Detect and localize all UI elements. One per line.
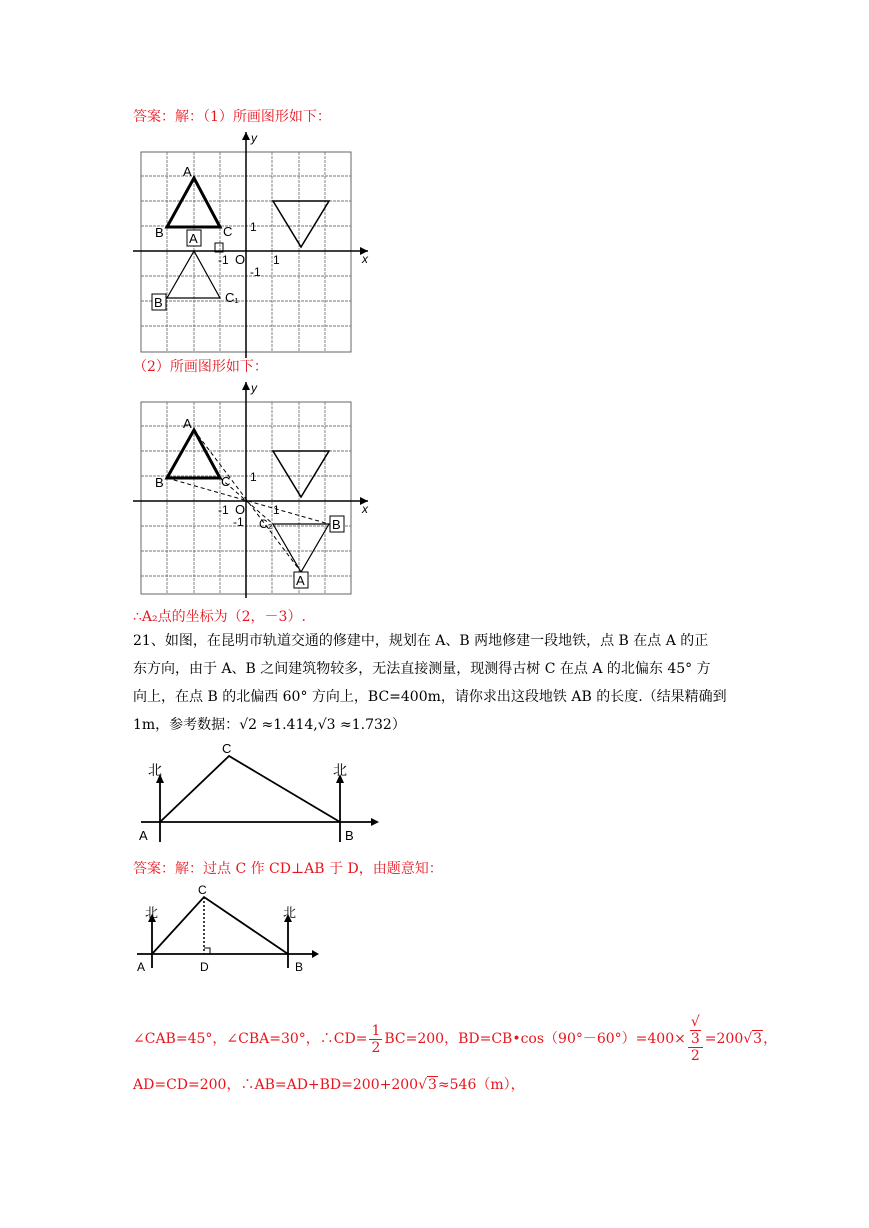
fig2-x-label: x bbox=[362, 502, 368, 516]
figure-3-problem-diagram bbox=[133, 742, 393, 852]
fig2-tick-y-1: 1 bbox=[250, 470, 257, 484]
figure-1-coordinate-grid bbox=[133, 130, 373, 360]
solution-line-1-part-c: =200 bbox=[704, 1031, 744, 1047]
fig2-point-a: A bbox=[183, 416, 192, 431]
question-21-line-4: 1m，参考数据：√2 ≈1.414,√3 ≈1.732） bbox=[133, 717, 406, 733]
fig1-point-c: C bbox=[223, 224, 233, 239]
part-2-heading: （2）所画图形如下： bbox=[133, 359, 268, 375]
fig2-point-b: B bbox=[155, 475, 164, 490]
answer-2-heading: 答案：解：过点 C 作 CD⊥AB 于 D，由题意知： bbox=[133, 861, 443, 877]
fig3-point-a: A bbox=[139, 828, 148, 843]
solution-line-1: ∠CAB=45°，∠CBA=30°，∴CD= $\frac{1}{2}$ BC=200，BD=CB•cos（90°－60°）=400× √ 3 2 =200√3， bbox=[133, 1014, 778, 1064]
answer-1-heading: 答案：解：（1）所画图形如下： bbox=[133, 109, 331, 125]
fig2-point-b2: B bbox=[332, 517, 341, 532]
solution-line-2-part-b: ≈546（m）， bbox=[437, 1077, 525, 1093]
question-21-line-1: 21、如图，在昆明市轨道交通的修建中，规划在 A、B 两地修建一段地铁，点 B 在点 A 的正 bbox=[133, 633, 709, 649]
fig3-point-c: C bbox=[222, 742, 232, 756]
fig3-north-b: 北 bbox=[333, 762, 347, 778]
fig2-point-a2: A bbox=[296, 573, 305, 588]
fig3-north-a: 北 bbox=[148, 762, 162, 778]
fig1-point-b: B bbox=[155, 225, 164, 240]
fig1-y-label: y bbox=[251, 131, 257, 145]
figure-2-coordinate-grid bbox=[133, 380, 373, 600]
fig1-point-c1: C₁ bbox=[225, 290, 239, 305]
fig4-point-a: A bbox=[137, 960, 146, 974]
question-21-line-2: 东方向，由于 A、B 之间建筑物较多，无法直接测量，现测得古树 C 在点 A 的北偏东 45° 方 bbox=[133, 661, 711, 677]
fig2-tick-y-neg1: -1 bbox=[233, 515, 244, 529]
fig1-tick-y-neg1: -1 bbox=[250, 265, 261, 279]
a2-coordinate-answer: ∴A₂点的坐标为（2，－3）. bbox=[133, 609, 306, 625]
fig1-point-a1: A bbox=[189, 231, 198, 246]
question-21-ref-prefix: 1m，参考数据： bbox=[133, 717, 240, 733]
figure-4-solution-diagram bbox=[133, 884, 333, 984]
fig2-y-label: y bbox=[251, 381, 257, 395]
fig1-x-label: x bbox=[362, 252, 368, 266]
fig4-point-b: B bbox=[295, 960, 304, 974]
solution-line-2: AD=CD=200，∴AB=AD+BD=200+200√3≈546（m）， bbox=[133, 1077, 525, 1093]
fig4-point-c: C bbox=[198, 884, 207, 897]
question-21-ref-values: √2 ≈1.414,√3 ≈1.732 bbox=[239, 717, 392, 733]
fig2-tick-x-neg1: -1 bbox=[218, 503, 229, 517]
fig1-tick-x-1: 1 bbox=[273, 253, 280, 267]
solution-line-2-part-a: AD=CD=200，∴AB=AD+BD=200+200 bbox=[133, 1077, 419, 1093]
fig2-tick-x-1: 1 bbox=[273, 503, 280, 517]
fig2-point-c: C bbox=[221, 474, 231, 489]
question-21-line-3: 向上，在点 B 的北偏西 60° 方向上，BC=400m，请你求出这段地铁 AB 的长度.（结果精确到 bbox=[133, 689, 727, 705]
fig3-point-b: B bbox=[345, 828, 354, 843]
solution-line-1-part-a: ∠CAB=45°，∠CBA=30°，∴CD= bbox=[133, 1031, 368, 1047]
fig2-point-c2: C₂ bbox=[259, 517, 273, 531]
fig2-origin: O bbox=[235, 502, 246, 517]
fig4-north-b: 北 bbox=[283, 905, 297, 920]
fig1-origin: O bbox=[235, 252, 246, 267]
fig4-point-d: D bbox=[200, 960, 209, 974]
fig4-north-a: 北 bbox=[145, 905, 159, 920]
fig1-tick-x-neg1: -1 bbox=[218, 253, 229, 267]
solution-line-1-part-b: BC=200，BD=CB•cos（90°－60°）=400× bbox=[384, 1031, 686, 1047]
fig1-point-a: A bbox=[183, 164, 192, 179]
fig1-point-b1: B bbox=[154, 295, 163, 310]
fig1-tick-y-1: 1 bbox=[250, 220, 257, 234]
